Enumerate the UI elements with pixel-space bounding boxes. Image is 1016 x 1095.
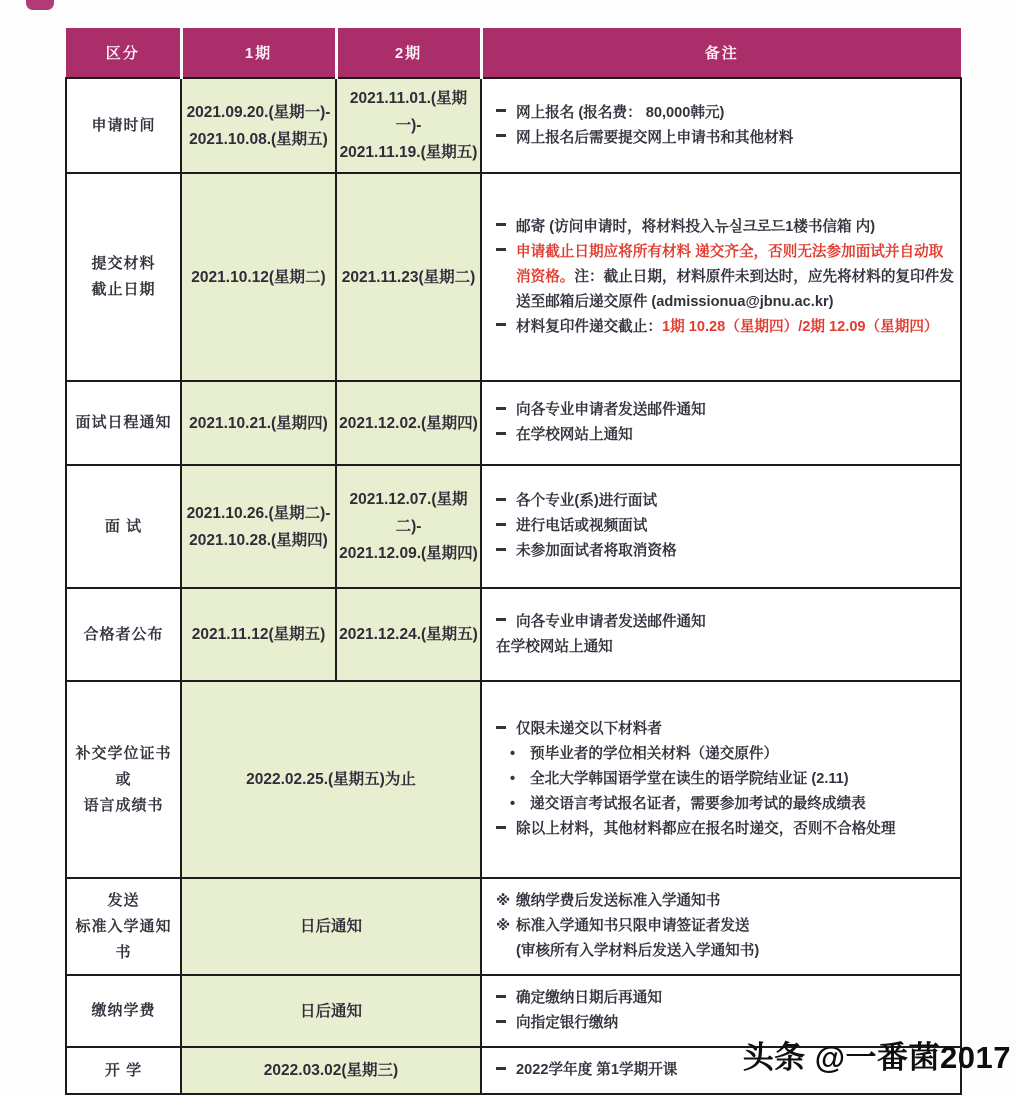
date-line: 2021.10.21.(星期四) (189, 414, 328, 432)
corner-mark (26, 0, 54, 10)
row-remarks (481, 588, 961, 681)
red-highlight-text: 1期 10.28（星期四）/2期 12.09（星期四） (661, 318, 939, 335)
table-row (66, 465, 961, 588)
row-remarks (481, 878, 961, 975)
remark-segment: 网上报名后需要提交网上申请书和其他材料 (516, 129, 794, 146)
row-category (66, 381, 181, 465)
dash-glyph (496, 407, 506, 410)
table-row (66, 588, 961, 681)
category-line: 缴纳学费 (91, 1002, 156, 1019)
row-category (66, 1047, 181, 1094)
bullet-marker: • (510, 771, 516, 787)
remark-line (510, 792, 954, 817)
date-period1-cell (181, 588, 336, 681)
category-line: 提交材料 (91, 255, 156, 272)
header-category: 区分 (66, 28, 181, 78)
row-category (66, 465, 181, 588)
remark-segment: 标准入学通知书只限申请签证者发送 (516, 918, 750, 934)
row-remarks (481, 173, 961, 381)
table-row (66, 681, 961, 878)
dash-glyph (496, 323, 506, 326)
date-line: 日后通知 (299, 918, 362, 935)
row-category (66, 173, 181, 381)
remark-text (530, 767, 954, 792)
remark-line (496, 489, 954, 514)
remark-segment: 除以上材料，其他材料都应在报名时递交，否则不合格处理 (516, 821, 896, 837)
remark-segment: 确定缴纳日期后再通知 (516, 990, 662, 1006)
remark-text (516, 939, 954, 964)
remark-text (516, 423, 954, 448)
bullet-marker: • (510, 746, 516, 762)
remark-line (496, 635, 954, 660)
remark-text (516, 717, 954, 742)
remark-text (516, 514, 954, 539)
remark-text (516, 240, 954, 315)
date-span-cell (181, 878, 481, 975)
remark-segment: 向指定银行缴纳 (516, 1015, 619, 1031)
date-line: 2021.10.28.(星期四) (189, 531, 328, 549)
category-line: 申请时间 (91, 116, 156, 134)
dash-marker (496, 489, 516, 514)
row-category (66, 681, 181, 878)
dash-glyph (496, 134, 506, 137)
dash-glyph (496, 109, 506, 112)
dash-marker (496, 398, 516, 423)
dash-glyph (496, 223, 506, 226)
date-line: 2021.10.12(星期二) (191, 268, 326, 286)
date-line: 2021.09.20.(星期一)- (186, 103, 331, 121)
dash-glyph (496, 1020, 506, 1023)
remark-text (516, 489, 954, 514)
remark-text (516, 215, 954, 240)
remark-line (510, 742, 954, 767)
row-category (66, 588, 181, 681)
dash-glyph (496, 523, 506, 526)
remark-line (496, 514, 954, 539)
remark-segment: 仅限未递交以下材料者 (516, 721, 662, 737)
remark-segment: 在学校网站上通知 (516, 427, 633, 443)
remark-text (516, 539, 954, 564)
category-line: 面试日程通知 (75, 414, 172, 431)
header-remarks: 备注 (481, 28, 961, 78)
header-period2: 2期 (336, 28, 481, 78)
remark-line (496, 986, 954, 1011)
dash-glyph (496, 995, 506, 998)
date-line: 2022.03.02(星期三) (263, 1062, 399, 1079)
dash-glyph (496, 726, 506, 729)
table-row (66, 381, 961, 465)
dash-marker (496, 539, 516, 564)
category-line: 语言成绩书 (83, 796, 164, 814)
remark-text (530, 792, 954, 817)
remark-text (516, 610, 954, 635)
dash-marker (496, 514, 516, 539)
header-period1: 1期 (181, 28, 336, 78)
date-span-cell (181, 1047, 481, 1094)
table-row (66, 78, 961, 173)
date-period1-cell (181, 78, 336, 173)
remark-segment: 向各专业申请者发送邮件通知 (516, 613, 706, 630)
date-line: 日后通知 (299, 1002, 362, 1020)
red-highlight-text: 申请截止日期应将所有材料 递交齐全，否则无法参加面试并自动取消资格。 (516, 243, 944, 285)
dash-glyph (496, 618, 506, 621)
dash-marker (496, 817, 516, 842)
remark-segment: (审核所有入学材料后发送入学通知书) (516, 943, 760, 959)
category-line: 标准入学通知书 (75, 917, 172, 961)
date-line: 2021.11.19.(星期五) (339, 144, 478, 161)
remark-line (496, 215, 954, 240)
remark-line (496, 240, 954, 315)
remark-line (496, 126, 954, 151)
watermark: 头条 @一番菌2017 (742, 1040, 1011, 1075)
remark-line (496, 889, 954, 914)
dash-marker (496, 215, 516, 240)
date-span-cell (181, 681, 481, 878)
category-line: 截止日期 (91, 281, 156, 298)
remark-line (496, 315, 954, 340)
dash-glyph (496, 498, 506, 501)
remark-line (496, 939, 954, 964)
remark-text (516, 986, 954, 1011)
date-period2-cell (336, 381, 481, 465)
remark-text (516, 817, 954, 842)
row-remarks (481, 681, 961, 878)
remark-text (496, 635, 954, 660)
category-line: 合格者公布 (83, 625, 164, 643)
date-line: 2021.10.26.(星期二)- (186, 504, 331, 522)
remark-segment: 材料复印件递交截止： (516, 318, 662, 335)
remark-segment: 未参加面试者将取消资格 (516, 543, 677, 559)
dash-marker (496, 986, 516, 1011)
remark-segment: 网上报名 (报名费： 80,000韩元) (516, 104, 725, 121)
remark-text (516, 126, 954, 151)
remark-text (516, 889, 954, 914)
remark-segment: 注：截止日期，材料原件未到达时，应先将材料的复印件发送至邮箱后递交原件 (admissionua@jbnu.ac.kr) (516, 268, 954, 310)
dash-glyph (496, 432, 506, 435)
dash-marker (496, 101, 516, 126)
row-remarks (481, 78, 961, 173)
table-row (66, 173, 961, 381)
dash-marker (496, 126, 516, 151)
reference-marker: ※ (496, 918, 511, 934)
remark-line (496, 101, 954, 126)
remark-segment: 进行电话或视频面试 (516, 518, 648, 534)
date-line: 2021.12.07.(星期二)- (349, 491, 468, 535)
date-period2-cell (336, 78, 481, 173)
date-period1-cell (181, 381, 336, 465)
dash-marker (496, 1011, 516, 1036)
category-line: 开 学 (104, 1061, 143, 1079)
remark-line (496, 610, 954, 635)
remark-line (496, 539, 954, 564)
row-category (66, 878, 181, 975)
remark-segment: 向各专业申请者发送邮件通知 (516, 402, 706, 418)
date-period2-cell (336, 588, 481, 681)
remark-line (496, 423, 954, 448)
date-span-cell (181, 975, 481, 1047)
remark-text (530, 742, 954, 767)
remark-segment: 递交语言考试报名证者，需要参加考试的最终成绩表 (530, 796, 866, 812)
dash-marker (496, 423, 516, 448)
remark-line (510, 767, 954, 792)
dash-glyph (496, 826, 506, 829)
date-period1-cell (181, 173, 336, 381)
remark-text (516, 315, 954, 340)
dash-marker (496, 1058, 516, 1083)
remark-segment: 邮寄 (访问申请时，将材料投入뉴실크로드1楼书信箱 内) (516, 218, 876, 235)
dash-glyph (496, 548, 506, 551)
dash-glyph (496, 1067, 506, 1070)
date-period2-cell (336, 173, 481, 381)
date-line: 2021.11.12(星期五) (191, 626, 326, 643)
remark-text (516, 914, 954, 939)
date-line: 2022.02.25.(星期五)为止 (246, 771, 416, 788)
remark-text (516, 398, 954, 423)
remark-line (496, 914, 954, 939)
category-line: 面 试 (104, 517, 143, 535)
admission-schedule-table (65, 28, 962, 1095)
bullet-marker: • (510, 796, 516, 812)
category-line: 发送 (107, 891, 140, 909)
remark-line (496, 398, 954, 423)
dash-marker (496, 315, 516, 340)
date-line: 2021.10.08.(星期五) (189, 130, 328, 148)
date-line: 2021.12.09.(星期四) (339, 545, 478, 562)
date-line: 2021.12.02.(星期四) (339, 414, 478, 432)
date-line: 2021.11.23(星期二) (341, 268, 476, 286)
remark-segment: 全北大学韩国语学堂在读生的语学院结业证 (2.11) (530, 771, 849, 787)
date-line: 2021.12.24.(星期五) (339, 626, 478, 643)
row-remarks (481, 465, 961, 588)
remark-segment: 缴纳学费后发送标准入学通知书 (516, 893, 721, 909)
remark-segment: 各个专业(系)进行面试 (516, 493, 658, 509)
remark-text (516, 101, 954, 126)
dash-glyph (496, 248, 506, 251)
remark-segment: 2022学年度 第1学期开课 (516, 1062, 678, 1078)
remark-segment: 预毕业者的学位相关材料（递交原件） (530, 746, 779, 762)
header-row (66, 28, 961, 78)
row-remarks (481, 381, 961, 465)
reference-marker: ※ (496, 893, 511, 909)
dash-marker (496, 610, 516, 635)
remark-line (496, 717, 954, 742)
date-line: 2021.11.01.(星期一)- (349, 90, 468, 134)
row-category (66, 975, 181, 1047)
row-category (66, 78, 181, 173)
category-line: 补交学位证书或 (75, 744, 172, 788)
date-period2-cell (336, 465, 481, 588)
remark-segment: 在学校网站上通知 (496, 638, 613, 655)
table-row (66, 878, 961, 975)
dash-marker (496, 240, 516, 265)
date-period1-cell (181, 465, 336, 588)
dash-marker (496, 717, 516, 742)
remark-line (496, 817, 954, 842)
